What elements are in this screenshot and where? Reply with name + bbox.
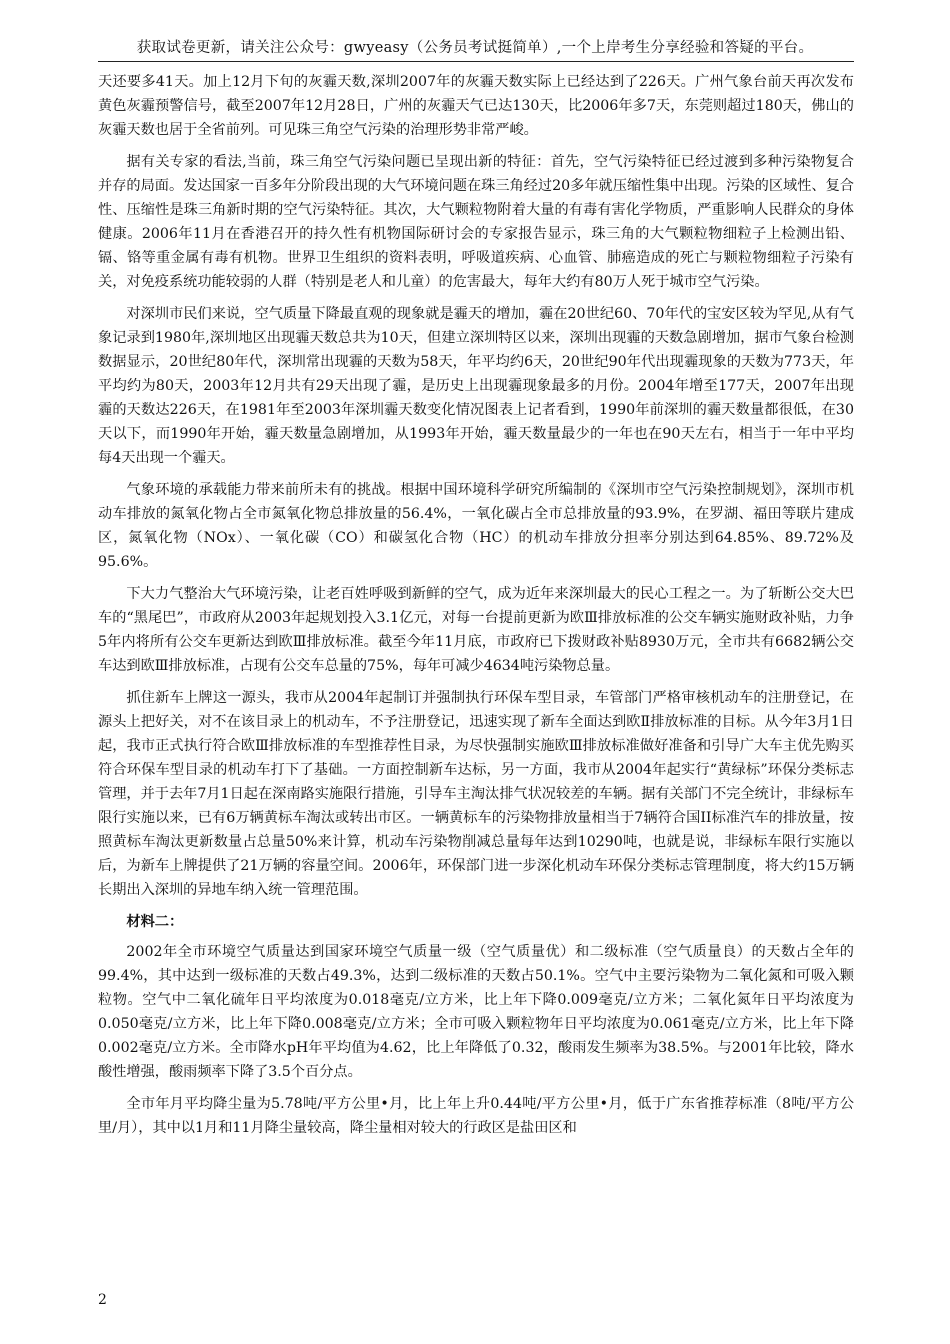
paragraph-continued: 天还要多41天。加上12月下旬的灰霾天数,深圳2007年的灰霾天数实际上已经达到了226天。广州气象台前天再次发布黄色灰霾预警信号，截至2007年12月28日，广州的灰霾天气已达130天，比2006年多7天，东莞则超过180天，佛山的灰霾天数也居于全省前列。可见珠三角空气污染的治理形势非常严峻。 xyxy=(98,74,854,138)
paragraph: 对深圳市民们来说，空气质量下降最直观的现象就是霾天的增加，霾在20世纪60、70年代的宝安区较为罕见,从有气象记录到1980年,深圳地区出现霾天数总共为10天，但建立深圳特区以来，深圳出现霾的天数急剧增加，据市气象台检测数据显示，20世纪80年代，深圳常出现霾的天数为58天，年平均约6天，20世纪90年代出现霾现象的天数为773天，年平均约为80天，2003年12月共有29天出现了霾，是历史上出现霾现象最多的月份。2004年增至177天，2007年出现霾的天数达226天，在1981年至2003年深圳霾天数变化情况图表上记者看到，1990年前深圳的霾天数量都很低，在30天以下，而1990年开始，霾天数量急剧增加，从1993年开始，霾天数量最少的一年也在90天左右，相当于一年中平均每4天出现一个霾天。 xyxy=(98,306,854,466)
paragraph: 全市年月平均降尘量为5.78吨/平方公里•月，比上年上升0.44吨/平方公里•月，低于广东省推荐标准（8吨/平方公里/月），其中以1月和11月降尘量较高，降尘量相对较大的行政区是盐田区和 xyxy=(98,1096,854,1136)
paragraph: 抓住新车上牌这一源头，我市从2004年起制订并强制执行环保车型目录，车管部门严格审核机动车的注册登记，在源头上把好关，对不在该目录上的机动车，不予注册登记，迅速实现了新车全面达到欧Ⅱ排放标准的目标。从今年3月1日起，我市正式执行符合欧Ⅲ排放标准的车型推荐性目录，为尽快强制实施欧Ⅲ排放标准做好准备和引导广大车主优先购买符合环保车型目录的机动车打下了基础。一方面控制新车达标，另一方面，我市从2004年起实行“黄绿标”环保分类标志管理，并于去年7月1日起在深南路实施限行措施，引导车主淘汰排气状况较差的车辆。据有关部门不完全统计，非绿标车限行实施以来，已有6万辆黄标车淘汰或转出市区。一辆黄标车的污染物排放量相当于7辆符合国II标准汽车的排放量，按照黄标车淘汰更新数量占总量50%来计算，机动车污染物削减总量每年达到10290吨，也就是说，非绿标车限行实施以后，为新车上牌提供了21万辆的容量空间。2006年，环保部门进一步深化机动车环保分类标志管理制度，将大约15万辆长期出入深圳的异地车纳入统一管理范围。 xyxy=(98,690,854,898)
header-divider xyxy=(98,61,854,62)
page-header: 获取试卷更新，请关注公众号：gwyeasy（公务员考试挺简单）,一个上岸考生分享经验和答疑的平台。 xyxy=(136,40,814,56)
paragraph: 2002年全市环境空气质量达到国家环境空气质量一级（空气质量优）和二级标准（空气质量良）的天数占全年的99.4%，其中达到一级标准的天数占49.3%，达到二级标准的天数占50.1%。空气中主要污染物为二氧化氮和可吸入颗粒物。空气中二氧化硫年日平均浓度为0.018毫克/立方米，比上年下降0.009毫克/立方米；二氧化氮年日平均浓度为0.050毫克/立方米，比上年下降0.008毫克/立方米；全市可吸入颗粒物年日平均浓度为0.061毫克/立方米，比上年下降0.002毫克/立方米。全市降水pH年平均值为4.62，比上年降低了0.32，酸雨发生频率为38.5%。与2001年比较，降水酸性增强，酸雨频率下降了3.5个百分点。 xyxy=(98,944,854,1080)
paragraph: 据有关专家的看法,当前，珠三角空气污染问题已呈现出新的特征：首先，空气污染特征已经过渡到多种污染物复合并存的局面。发达国家一百多年分阶段出现的大气环境问题在珠三角经过20多年就压缩性集中出现。污染的区域性、复合性、压缩性是珠三角新时期的空气污染特征。其次，大气颗粒物附着大量的有毒有害化学物质，严重影响人民群众的身体健康。2006年11月在香港召开的持久性有机物国际研讨会的专家报告显示，珠三角的大气颗粒物细粒子上检测出铅、镉、铬等重金属有毒有机物。世界卫生组织的资料表明，呼吸道疾病、心血管、肺癌造成的死亡与颗粒物细粒子污染有关，对免疫系统功能较弱的人群（特别是老人和儿童）的危害最大，每年大约有80万人死于城市空气污染。 xyxy=(98,154,854,290)
page-number: 2 xyxy=(98,1292,107,1308)
section-heading: 材料二： xyxy=(126,914,184,930)
document-body xyxy=(98,70,854,1148)
paragraph: 下大力气整治大气环境污染，让老百姓呼吸到新鲜的空气，成为近年来深圳最大的民心工程之一。为了斩断公交大巴车的“黑尾巴”，市政府从2003年起规划投入3.1亿元，对每一台提前更新为欧Ⅲ排放标准的公交车辆实施财政补贴，力争5年内将所有公交车更新达到欧Ⅲ排放标准。截至今年11月底，市政府已下拨财政补贴8930万元，全市共有6682辆公交车达到欧Ⅲ排放标准，占现有公交车总量的75%，每年可减少4634吨污染物总量。 xyxy=(98,586,854,674)
paragraph: 气象环境的承载能力带来前所未有的挑战。根据中国环境科学研究所编制的《深圳市空气污染控制规划》，深圳市机动车排放的氮氧化物占全市氮氧化物总排放量的56.4%，一氧化碳占全市总排放量的93.9%，在罗湖、福田等联片建成区，氮氧化物（NOx）、一氧化碳（CO）和碳氢化合物（HC）的机动车排放分担率分别达到64.85%、89.72%及95.6%。 xyxy=(98,482,854,570)
